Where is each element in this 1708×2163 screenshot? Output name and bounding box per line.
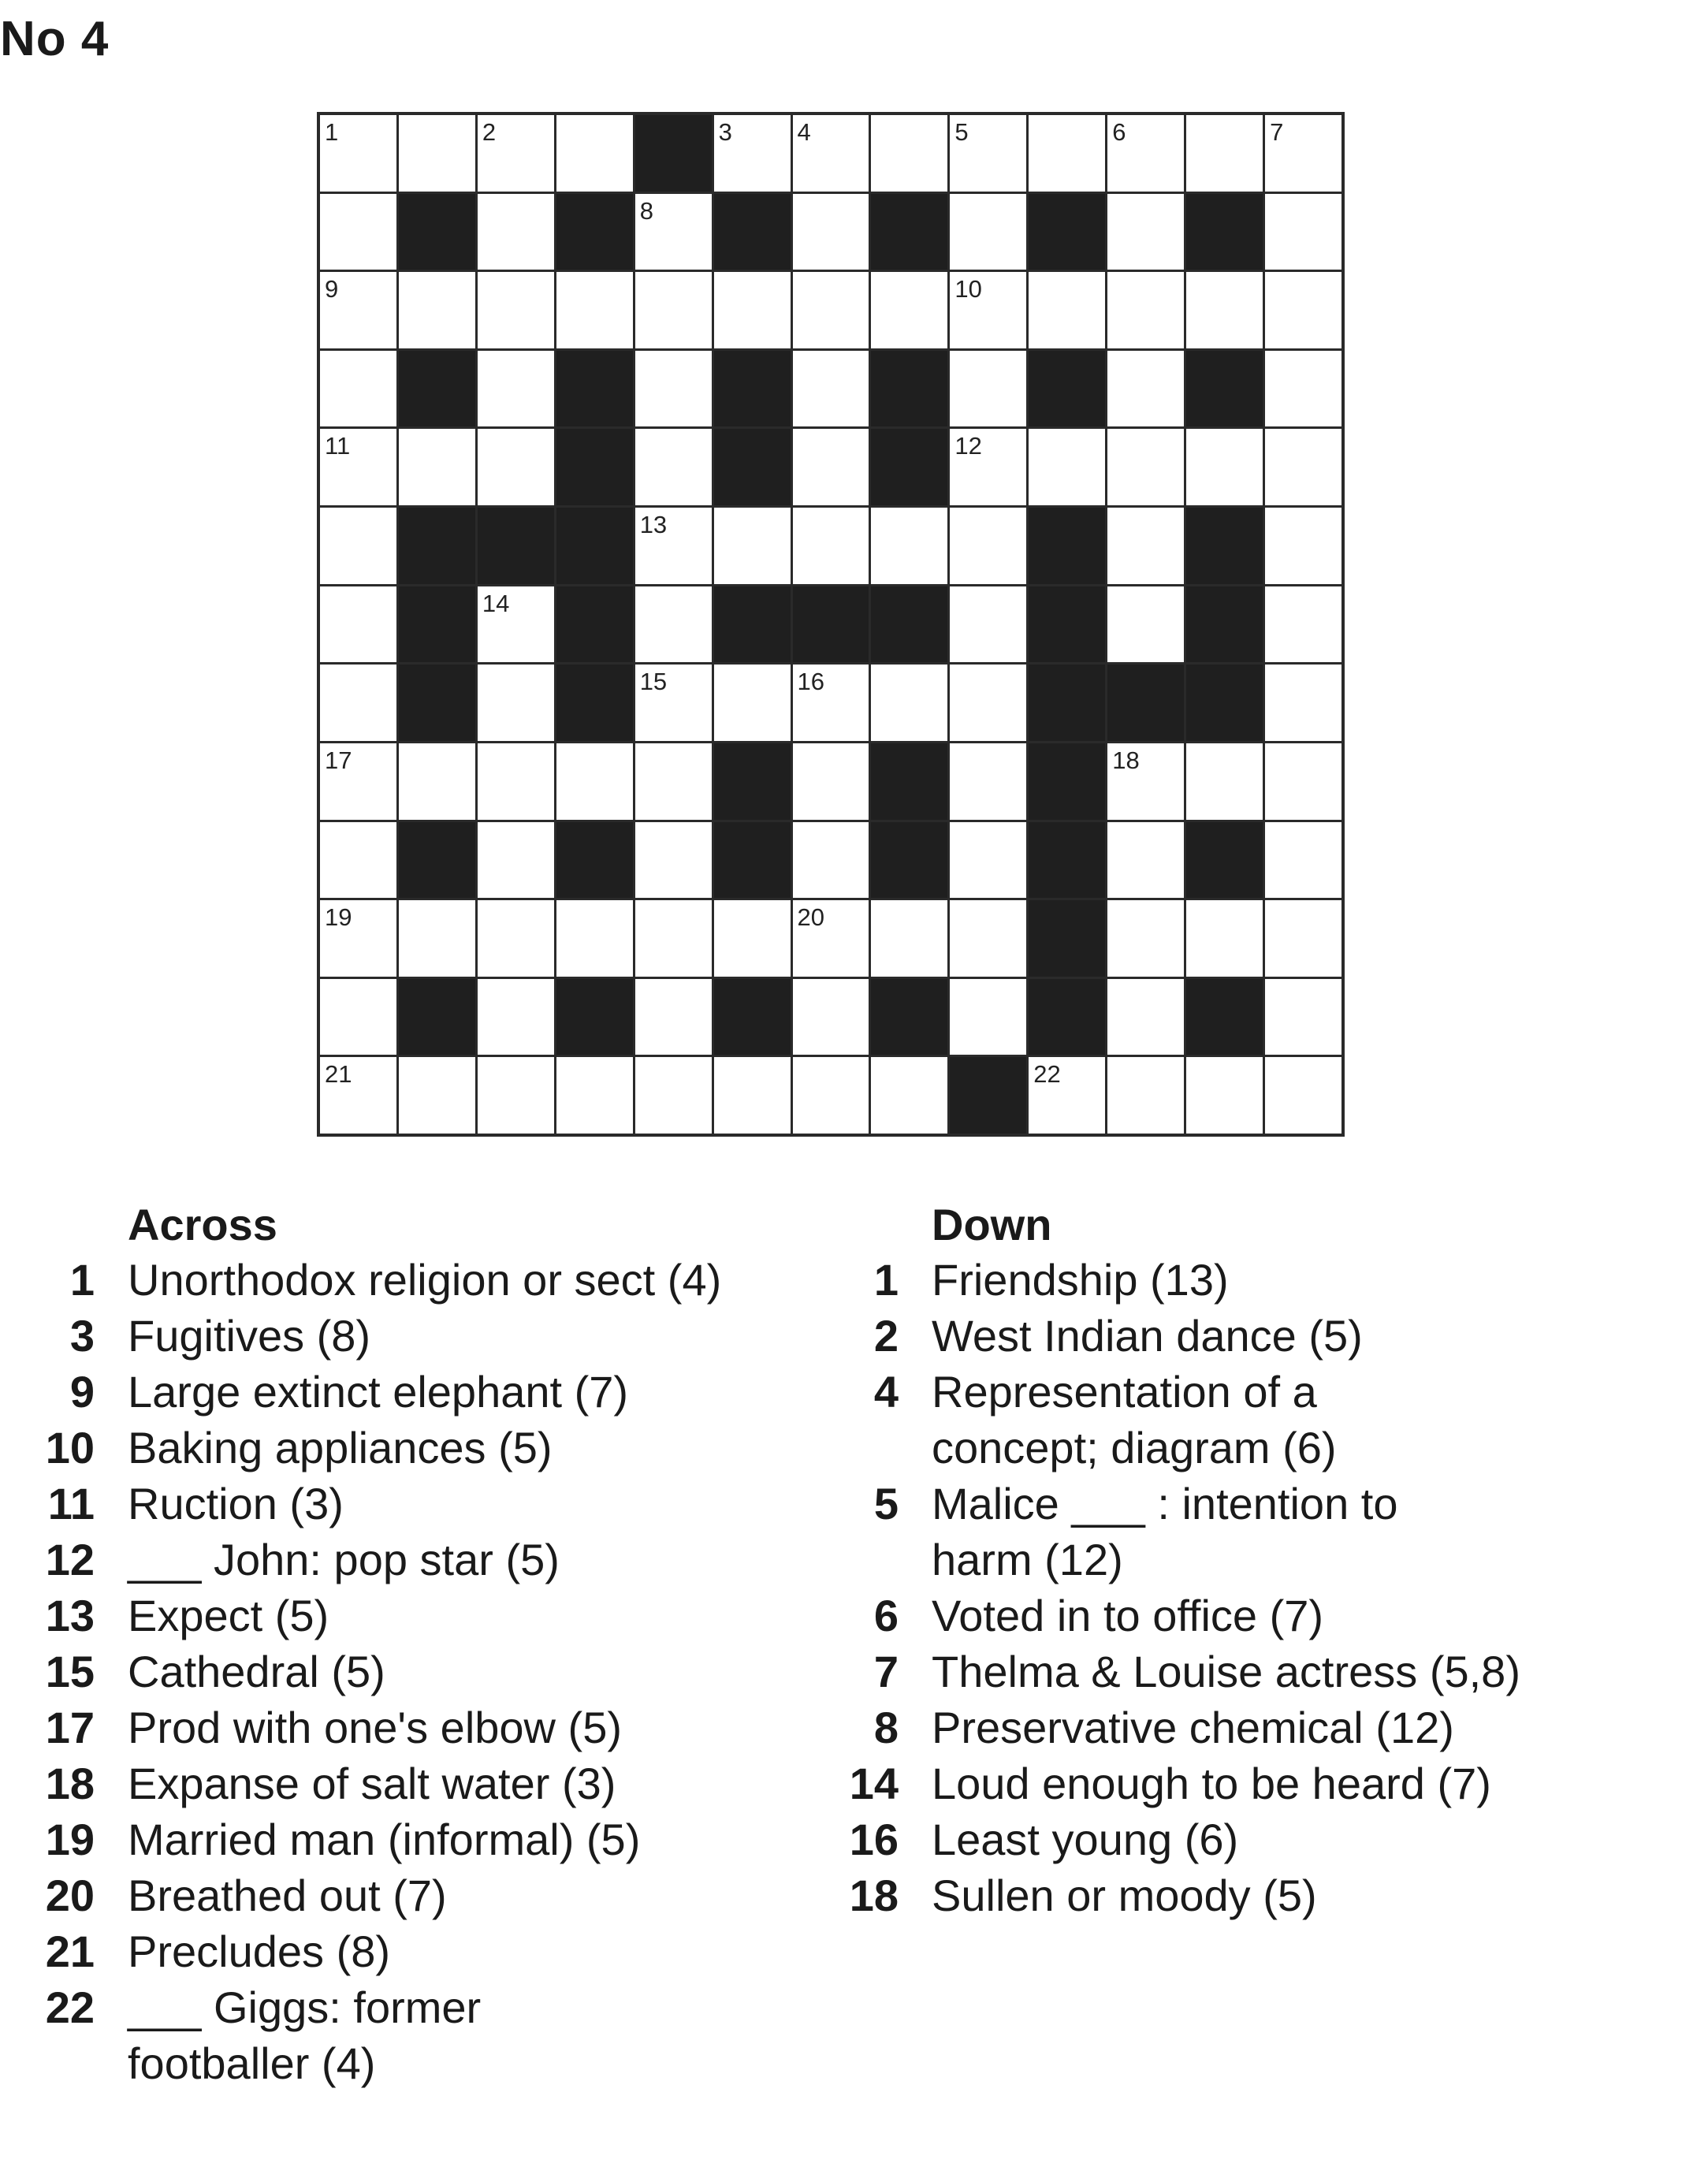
grid-cell[interactable] xyxy=(478,979,554,1055)
grid-cell[interactable] xyxy=(1107,351,1184,427)
crossword-grid[interactable] xyxy=(317,112,1345,1137)
cell-number: 9 xyxy=(325,275,339,303)
black-square xyxy=(871,586,947,663)
grid-cell[interactable] xyxy=(1029,115,1105,192)
clue-text: Expect (5) xyxy=(128,1591,329,1640)
clue-text: Least young (6) xyxy=(932,1815,1239,1864)
grid-cell[interactable] xyxy=(1265,979,1341,1055)
grid-cell[interactable] xyxy=(714,665,791,741)
down-clue xyxy=(835,1364,1702,1476)
clue-number: 11 xyxy=(47,1479,95,1528)
clue-number: 19 xyxy=(45,1815,95,1864)
black-square xyxy=(1029,979,1105,1055)
grid-cell[interactable] xyxy=(399,429,475,505)
puzzle-title: No 4 xyxy=(0,12,110,66)
black-square xyxy=(556,351,633,427)
black-square xyxy=(556,979,633,1055)
grid-cell[interactable] xyxy=(320,429,396,505)
grid-cell[interactable] xyxy=(635,743,712,820)
grid-cell[interactable] xyxy=(478,665,554,741)
grid-cell[interactable] xyxy=(1265,743,1341,820)
grid-cell[interactable] xyxy=(871,508,947,584)
grid-cell[interactable] xyxy=(1107,979,1184,1055)
black-square xyxy=(1186,351,1263,427)
cell-number: 14 xyxy=(482,589,510,617)
black-square xyxy=(1029,586,1105,663)
black-square xyxy=(1186,586,1263,663)
grid-cell[interactable] xyxy=(320,586,396,663)
cell-number: 8 xyxy=(639,196,653,225)
grid-cell[interactable] xyxy=(714,1057,791,1134)
black-square xyxy=(871,979,947,1055)
clue-number: 18 xyxy=(45,1759,95,1808)
clue-text: ___ John: pop star (5) xyxy=(128,1535,560,1584)
down-clue xyxy=(835,1308,1702,1364)
down-clue xyxy=(835,1252,1702,1308)
grid-cell[interactable] xyxy=(871,665,947,741)
black-square xyxy=(1186,194,1263,270)
black-square xyxy=(556,665,633,741)
grid-cell[interactable] xyxy=(1107,822,1184,899)
clue-text: Representation of a concept; diagram (6) xyxy=(932,1367,1337,1472)
grid-cell[interactable] xyxy=(320,743,396,820)
grid-cell[interactable] xyxy=(950,586,1026,663)
grid-cell[interactable] xyxy=(320,272,396,348)
across-clue xyxy=(32,1755,820,1811)
black-square xyxy=(556,508,633,584)
grid-cell[interactable] xyxy=(635,429,712,505)
grid-cell[interactable] xyxy=(1186,743,1263,820)
across-clue xyxy=(32,1700,820,1755)
black-square xyxy=(871,429,947,505)
grid-cell[interactable] xyxy=(793,979,869,1055)
clue-text: Friendship (13) xyxy=(932,1255,1229,1305)
grid-cell[interactable] xyxy=(1265,900,1341,977)
clue-number: 1 xyxy=(873,1255,899,1305)
across-clue xyxy=(32,1644,820,1700)
cell-number: 1 xyxy=(325,118,339,146)
grid-cell[interactable] xyxy=(635,586,712,663)
cell-number: 2 xyxy=(482,118,497,146)
black-square xyxy=(714,979,791,1055)
grid-cell[interactable] xyxy=(635,351,712,427)
black-square xyxy=(478,508,554,584)
grid-cell[interactable] xyxy=(1107,429,1184,505)
grid-cell[interactable] xyxy=(478,822,554,899)
grid-cell[interactable] xyxy=(871,1057,947,1134)
cell-number: 19 xyxy=(325,903,352,932)
clue-text: Married man (informal) (5) xyxy=(128,1815,641,1864)
clue-number: 12 xyxy=(45,1535,95,1584)
across-clue xyxy=(32,1532,820,1588)
grid-cell[interactable] xyxy=(1186,900,1263,977)
grid-cell[interactable] xyxy=(320,194,396,270)
grid-cell[interactable] xyxy=(556,743,633,820)
grid-cell[interactable] xyxy=(478,272,554,348)
grid-cell[interactable] xyxy=(1265,822,1341,899)
across-clue xyxy=(32,1979,820,2091)
grid-cell[interactable] xyxy=(950,822,1026,899)
grid-cell[interactable] xyxy=(556,900,633,977)
black-square xyxy=(399,508,475,584)
clue-text: ___ Giggs: former footballer (4) xyxy=(128,1982,482,2088)
grid-cell[interactable] xyxy=(1029,1057,1105,1134)
clue-number: 4 xyxy=(873,1367,899,1417)
grid-cell[interactable] xyxy=(793,272,869,348)
black-square xyxy=(793,586,869,663)
grid-cell[interactable] xyxy=(950,351,1026,427)
grid-cell[interactable] xyxy=(1265,194,1341,270)
grid-cell[interactable] xyxy=(950,665,1026,741)
grid-cell[interactable] xyxy=(950,979,1026,1055)
grid-cell[interactable] xyxy=(714,508,791,584)
black-square xyxy=(399,979,475,1055)
black-square xyxy=(1029,508,1105,584)
grid-cell[interactable] xyxy=(320,351,396,427)
grid-cell[interactable] xyxy=(1186,272,1263,348)
cell-number: 4 xyxy=(797,118,811,146)
grid-cell[interactable] xyxy=(399,900,475,977)
grid-cell[interactable] xyxy=(1107,508,1184,584)
black-square xyxy=(399,194,475,270)
clue-text: Malice ___ : intention to harm (12) xyxy=(932,1479,1398,1584)
black-square xyxy=(714,351,791,427)
grid-cell[interactable] xyxy=(320,115,396,192)
clue-number: 16 xyxy=(849,1815,899,1864)
grid-cell[interactable] xyxy=(478,743,554,820)
black-square xyxy=(1186,508,1263,584)
grid-cell[interactable] xyxy=(399,743,475,820)
across-clue xyxy=(32,1364,820,1420)
across-clue xyxy=(32,1923,820,1979)
black-square xyxy=(399,665,475,741)
cell-number: 16 xyxy=(797,668,825,696)
grid-cell[interactable] xyxy=(635,508,712,584)
grid-cell[interactable] xyxy=(1265,351,1341,427)
black-square xyxy=(1186,979,1263,1055)
clue-text: Unorthodox religion or sect (4) xyxy=(128,1255,722,1305)
clue-text: Sullen or moody (5) xyxy=(932,1871,1317,1920)
clue-number: 7 xyxy=(873,1647,899,1696)
grid-cell[interactable] xyxy=(714,272,791,348)
grid-cell[interactable] xyxy=(950,115,1026,192)
grid-cell[interactable] xyxy=(478,586,554,663)
grid-cell[interactable] xyxy=(793,115,869,192)
grid-cell[interactable] xyxy=(1265,272,1341,348)
grid-cell[interactable] xyxy=(320,1057,396,1134)
clue-text: Prod with one's elbow (5) xyxy=(128,1703,622,1752)
black-square xyxy=(399,822,475,899)
across-clue xyxy=(32,1811,820,1867)
grid-cell[interactable] xyxy=(556,115,633,192)
black-square xyxy=(714,822,791,899)
grid-cell[interactable] xyxy=(793,351,869,427)
black-square xyxy=(1186,665,1263,741)
grid-cell[interactable] xyxy=(1186,115,1263,192)
grid-cell[interactable] xyxy=(635,665,712,741)
grid-cell[interactable] xyxy=(950,900,1026,977)
cell-number: 5 xyxy=(954,118,969,146)
clue-number: 17 xyxy=(45,1703,95,1752)
grid-cell[interactable] xyxy=(635,822,712,899)
black-square xyxy=(714,429,791,505)
grid-cell[interactable] xyxy=(399,115,475,192)
black-square xyxy=(556,429,633,505)
grid-cell[interactable] xyxy=(793,1057,869,1134)
grid-cell[interactable] xyxy=(1107,272,1184,348)
down-clues xyxy=(835,1198,1702,1923)
down-clue xyxy=(835,1644,1702,1700)
black-square xyxy=(556,822,633,899)
black-square xyxy=(1186,822,1263,899)
grid-cell[interactable] xyxy=(793,665,869,741)
clue-number: 21 xyxy=(45,1927,95,1976)
grid-cell[interactable] xyxy=(399,1057,475,1134)
grid-cell[interactable] xyxy=(793,743,869,820)
grid-cell[interactable] xyxy=(1107,743,1184,820)
grid-cell[interactable] xyxy=(635,194,712,270)
grid-cell[interactable] xyxy=(950,194,1026,270)
black-square xyxy=(556,586,633,663)
black-square xyxy=(871,743,947,820)
black-square xyxy=(635,115,712,192)
black-square xyxy=(399,351,475,427)
grid-cell[interactable] xyxy=(1265,429,1341,505)
grid-cell[interactable] xyxy=(320,979,396,1055)
grid-cell[interactable] xyxy=(556,1057,633,1134)
grid-cell[interactable] xyxy=(793,508,869,584)
grid-cell[interactable] xyxy=(478,194,554,270)
grid-cell[interactable] xyxy=(635,979,712,1055)
black-square xyxy=(1029,665,1105,741)
grid-cell[interactable] xyxy=(793,194,869,270)
clue-number: 9 xyxy=(69,1367,95,1417)
black-square xyxy=(714,586,791,663)
cell-number: 7 xyxy=(1270,118,1284,146)
cell-number: 10 xyxy=(954,275,982,303)
grid-cell[interactable] xyxy=(1265,115,1341,192)
grid-cell[interactable] xyxy=(871,115,947,192)
down-clue xyxy=(835,1755,1702,1811)
grid-cell[interactable] xyxy=(950,743,1026,820)
cell-number: 15 xyxy=(639,668,668,696)
across-clue-list xyxy=(32,1252,820,2091)
grid-cell[interactable] xyxy=(635,272,712,348)
grid-cell[interactable] xyxy=(950,508,1026,584)
clue-text: Preservative chemical (12) xyxy=(932,1703,1454,1752)
grid-cell[interactable] xyxy=(1107,1057,1184,1134)
grid-cell[interactable] xyxy=(1029,429,1105,505)
grid-cell[interactable] xyxy=(320,508,396,584)
grid-cell[interactable] xyxy=(478,429,554,505)
grid-cell[interactable] xyxy=(635,900,712,977)
grid-cell[interactable] xyxy=(950,429,1026,505)
clue-text: Precludes (8) xyxy=(128,1927,391,1976)
clue-number: 3 xyxy=(69,1311,95,1361)
grid-cell[interactable] xyxy=(1107,194,1184,270)
across-clue xyxy=(32,1420,820,1476)
grid-cell[interactable] xyxy=(871,900,947,977)
cell-number: 3 xyxy=(718,118,732,146)
grid-cell[interactable] xyxy=(556,272,633,348)
grid-cell[interactable] xyxy=(714,900,791,977)
grid-cell[interactable] xyxy=(478,1057,554,1134)
clue-text: Expanse of salt water (3) xyxy=(128,1759,616,1808)
clue-text: Loud enough to be heard (7) xyxy=(932,1759,1491,1808)
clue-text: Ruction (3) xyxy=(128,1479,344,1528)
grid-cell[interactable] xyxy=(320,822,396,899)
black-square xyxy=(556,194,633,270)
black-square xyxy=(1029,743,1105,820)
cell-number: 22 xyxy=(1033,1060,1061,1089)
grid-cell[interactable] xyxy=(1186,429,1263,505)
grid-cell[interactable] xyxy=(714,115,791,192)
clue-number: 8 xyxy=(873,1703,899,1752)
cell-number: 17 xyxy=(325,746,352,774)
clue-number: 10 xyxy=(45,1423,95,1472)
down-clue xyxy=(835,1476,1702,1588)
grid-cell[interactable] xyxy=(478,351,554,427)
clue-number: 18 xyxy=(849,1871,899,1920)
cell-number: 20 xyxy=(797,903,825,932)
grid-cell[interactable] xyxy=(1029,272,1105,348)
down-clue xyxy=(835,1588,1702,1644)
grid-cell[interactable] xyxy=(1265,1057,1341,1134)
down-clue xyxy=(835,1811,1702,1867)
across-clue xyxy=(32,1308,820,1364)
grid-cell[interactable] xyxy=(1265,665,1341,741)
clue-number: 6 xyxy=(873,1591,899,1640)
clue-number: 5 xyxy=(873,1479,899,1528)
black-square xyxy=(1029,351,1105,427)
black-square xyxy=(1029,194,1105,270)
cell-number: 12 xyxy=(954,432,982,460)
across-heading: Across xyxy=(128,1200,277,1249)
grid-cell[interactable] xyxy=(793,429,869,505)
grid-cell[interactable] xyxy=(320,665,396,741)
black-square xyxy=(399,586,475,663)
clue-text: Large extinct elephant (7) xyxy=(128,1367,629,1417)
across-clue xyxy=(32,1476,820,1532)
across-clue xyxy=(32,1867,820,1923)
black-square xyxy=(871,194,947,270)
cell-number: 11 xyxy=(325,432,351,460)
clue-text: Fugitives (8) xyxy=(128,1311,371,1361)
clue-number: 15 xyxy=(45,1647,95,1696)
down-heading: Down xyxy=(932,1200,1052,1249)
clue-number: 13 xyxy=(45,1591,95,1640)
black-square xyxy=(871,351,947,427)
black-square xyxy=(1029,900,1105,977)
black-square xyxy=(714,194,791,270)
grid-cell[interactable] xyxy=(1265,508,1341,584)
grid-cell[interactable] xyxy=(871,272,947,348)
clue-number: 14 xyxy=(849,1759,899,1808)
clue-number: 20 xyxy=(45,1871,95,1920)
grid-cell[interactable] xyxy=(1265,586,1341,663)
grid-cell[interactable] xyxy=(635,1057,712,1134)
grid-cell[interactable] xyxy=(320,900,396,977)
clue-text: Baking appliances (5) xyxy=(128,1423,553,1472)
clue-number: 1 xyxy=(69,1255,95,1305)
grid-cell[interactable] xyxy=(478,900,554,977)
cell-number: 6 xyxy=(1112,118,1126,146)
down-clue xyxy=(835,1867,1702,1923)
cell-number: 21 xyxy=(325,1060,352,1089)
grid-cell[interactable] xyxy=(1186,1057,1263,1134)
clue-text: West Indian dance (5) xyxy=(932,1311,1363,1361)
grid-cell[interactable] xyxy=(399,272,475,348)
grid-cell[interactable] xyxy=(1107,900,1184,977)
down-clue-list xyxy=(835,1252,1702,1923)
clue-text: Thelma & Louise actress (5,8) xyxy=(932,1647,1520,1696)
cell-number: 18 xyxy=(1112,746,1140,774)
clue-text: Cathedral (5) xyxy=(128,1647,385,1696)
cell-number: 13 xyxy=(639,511,668,539)
grid-cell[interactable] xyxy=(793,900,869,977)
grid-cell[interactable] xyxy=(478,115,554,192)
across-clues xyxy=(32,1198,820,2091)
grid-cell[interactable] xyxy=(950,272,1026,348)
black-square xyxy=(950,1057,1026,1134)
clue-text: Breathed out (7) xyxy=(128,1871,447,1920)
grid-cell[interactable] xyxy=(1107,586,1184,663)
clue-text: Voted in to office (7) xyxy=(932,1591,1324,1640)
clue-number: 22 xyxy=(45,1982,95,2032)
across-clue xyxy=(32,1588,820,1644)
across-clue xyxy=(32,1252,820,1308)
black-square xyxy=(871,822,947,899)
black-square xyxy=(1029,822,1105,899)
grid-cell[interactable] xyxy=(1107,115,1184,192)
down-clue xyxy=(835,1700,1702,1755)
black-square xyxy=(714,743,791,820)
black-square xyxy=(1107,665,1184,741)
grid-cell[interactable] xyxy=(793,822,869,899)
clue-number: 2 xyxy=(873,1311,899,1361)
